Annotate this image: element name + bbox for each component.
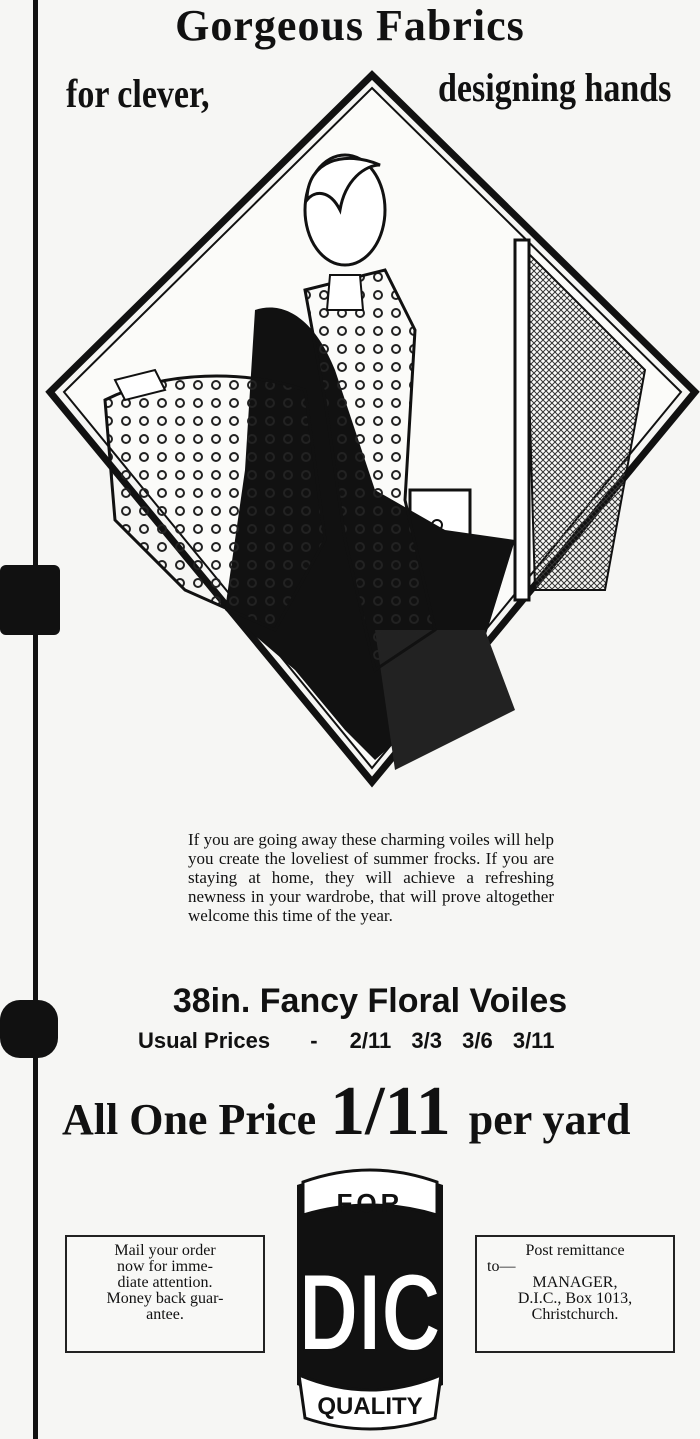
badge-for-text: FOR <box>336 1188 404 1218</box>
sale-price-line <box>62 1072 630 1152</box>
subheadline-left: for clever, <box>66 71 210 116</box>
badge-dic-text: DIC <box>298 1250 441 1374</box>
headline: Gorgeous Fabrics <box>175 1 525 50</box>
usual-prices-row <box>138 1028 554 1054</box>
mail-order-line: antee. <box>146 1306 184 1323</box>
product-name: 38in. Fancy Floral Voiles <box>172 982 568 1020</box>
usual-price: 3/6 <box>462 1028 493 1053</box>
mail-order-line: diate attention. <box>117 1274 213 1291</box>
mail-order-line: Money back guar- <box>106 1290 224 1307</box>
mail-order-line: Mail your order <box>114 1242 216 1259</box>
remittance-line: to— <box>487 1258 516 1275</box>
sale-price: 1/11 <box>330 1073 451 1150</box>
remittance-line: Christchurch. <box>531 1306 619 1323</box>
mail-order-box <box>65 1235 265 1353</box>
body-copy: If you are going away these charming voiles will help you create the loveliest of summer frocks. If you are staying at home, they will achieve a refreshing newness in your wardrobe, that will prove altogether welcome this time of the year. <box>188 830 554 925</box>
price-suffix: per yard <box>468 1095 631 1144</box>
woman-with-fabric-illustration <box>45 70 700 790</box>
badge-quality-text: QUALITY <box>317 1393 423 1420</box>
remittance-line: D.I.C., Box 1013, <box>517 1290 633 1307</box>
dic-quality-badge <box>285 1160 455 1435</box>
remittance-box <box>475 1235 675 1353</box>
price-prefix: All One Price <box>62 1095 317 1144</box>
usual-price: 2/11 <box>349 1028 392 1053</box>
subheadline-right: designing hands <box>438 65 672 110</box>
left-column-rule <box>33 0 38 1439</box>
remittance-line: MANAGER, <box>532 1274 618 1291</box>
usual-price: 3/11 <box>512 1028 555 1053</box>
usual-prices-label: Usual Prices <box>138 1028 271 1053</box>
remittance-line: Post remittance <box>525 1242 625 1259</box>
usual-price: 3/3 <box>411 1028 442 1053</box>
usual-prices-dash: - <box>310 1028 318 1053</box>
mail-order-line: now for imme- <box>117 1258 213 1275</box>
